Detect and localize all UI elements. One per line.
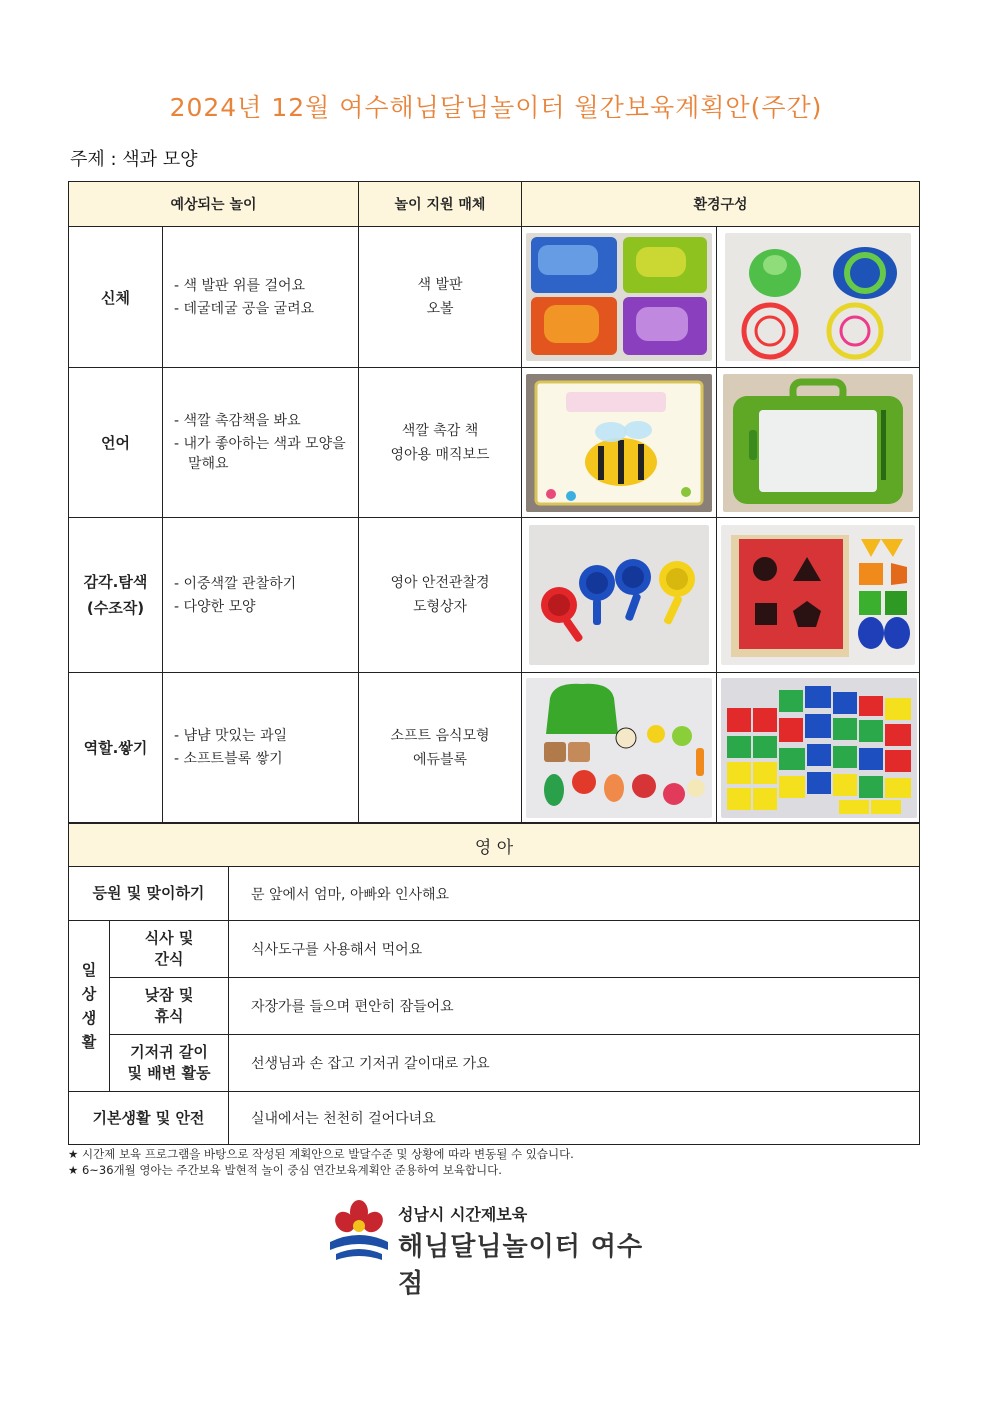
page-title: 2024년 12월 여수해님달님놀이터 월간보육계획안(주간) [169,93,823,122]
category-cell: 언어 [69,368,163,518]
magnifier-image [529,525,709,665]
magic-board-image [723,374,913,512]
oball-toys-image [725,233,911,361]
environment-image-cell [717,518,920,673]
weekly-plan-table [68,181,920,823]
meal-label-line: 간식 [154,950,184,968]
nap-label-line: 낮잠 및 [144,986,194,1004]
activities-cell [163,368,359,518]
activity-item: - 다양한 모양 [174,598,256,615]
header-environment: 환경구성 [522,182,920,227]
materials-cell [359,368,522,518]
daily-life-char: 활 [81,1033,97,1051]
footnotes [68,1146,574,1178]
diaper-label-line: 기저귀 갈이 [130,1043,208,1061]
meal-text: 식사도구를 사용해서 먹어요 [229,921,920,978]
diaper-label-line: 및 배변 활동 [127,1064,211,1082]
table-row [69,227,920,368]
activity-item: - 색깔 촉감책을 봐요 [174,413,301,429]
table-row [69,673,920,823]
activity-item: - 소프트블록 쌓기 [174,751,283,767]
header-expected-play: 예상되는 놀이 [69,182,359,227]
daily-life-label [69,921,110,1092]
table-row [69,368,920,518]
activity-item: - 색 발판 위를 걸어요 [174,277,306,294]
table-row [69,518,920,673]
material-item: 영아용 매직보드 [390,446,490,463]
safety-label: 기본생활 및 안전 [69,1092,229,1145]
meal-label [110,921,229,978]
activity-item: - 냠냠 맛있는 과일 [174,728,288,744]
materials-cell [359,227,522,368]
material-item: 에듀블록 [412,751,468,768]
infant-header: 영 아 [69,824,920,867]
activity-item: - 데굴데굴 공을 굴려요 [174,300,315,317]
material-item: 색 발판 [417,277,463,293]
diaper-text: 선생님과 손 잡고 기저귀 갈이대로 가요 [229,1035,920,1092]
daily-life-char: 일 [81,961,97,979]
activity-item: - 내가 좋아하는 색과 모양을 말해요 [174,436,346,472]
material-item: 색깔 촉감 책 [401,422,479,439]
materials-cell [359,518,522,673]
meal-label-line: 식사 및 [144,929,194,947]
soft-food-image [526,678,712,818]
material-item: 오볼 [426,301,454,317]
environment-image-cell [522,227,717,368]
activity-item: - 이중색깔 관찰하기 [174,575,297,592]
nap-label-line: 휴식 [154,1007,184,1025]
environment-image-cell [522,368,717,518]
gel-tiles-image [526,233,712,361]
safety-text: 실내에서는 천천히 걸어다녀요 [229,1092,920,1145]
environment-image-cell [717,368,920,518]
activities-cell [163,673,359,823]
shape-sorter-image [721,525,915,665]
activities-cell [163,518,359,673]
subject-line: 주제 : 색과 모양 [70,149,198,170]
infant-daily-table [68,823,920,1145]
diaper-label [110,1035,229,1092]
header-materials: 놀이 지원 매체 [359,182,522,227]
category-label: 감각.탐색 [83,573,148,591]
flower-emblem-icon [328,1198,390,1262]
arrival-label: 등원 및 맞이하기 [69,867,229,921]
footnote: ★ 6~36개월 영아는 주간보육 발현적 놀이 중심 연간보육계획안 준용하여 보육합니다. [68,1163,502,1177]
category-cell: 역할.쌓기 [69,673,163,823]
logo-subtitle: 성남시 시간제보육 [398,1205,528,1224]
edu-blocks-image [721,678,917,818]
environment-image-cell [717,673,920,823]
daily-life-char: 상 [81,985,97,1003]
organization-logo [328,1196,668,1299]
touch-book-image [526,374,712,512]
footnote: ★ 시간제 보육 프로그램을 바탕으로 작성된 계획안으로 발달수준 및 상황에 따라 변동될 수 있습니다. [68,1147,574,1161]
arrival-text: 문 앞에서 엄마, 아빠와 인사해요 [229,867,920,921]
nap-text: 자장가를 들으며 편안히 잠들어요 [229,978,920,1035]
environment-image-cell [717,227,920,368]
category-cell: 신체 [69,227,163,368]
environment-image-cell [522,518,717,673]
materials-cell [359,673,522,823]
activities-cell [163,227,359,368]
category-cell [69,518,163,673]
logo-title: 해님달님놀이터 여수점 [398,1232,644,1299]
daily-life-char: 생 [81,1009,97,1027]
category-label-sub: (수조작) [86,599,145,617]
material-item: 도형상자 [412,599,468,615]
material-item: 소프트 음식모형 [390,727,490,744]
nap-label [110,978,229,1035]
environment-image-cell [522,673,717,823]
material-item: 영아 안전관찰경 [390,575,490,591]
